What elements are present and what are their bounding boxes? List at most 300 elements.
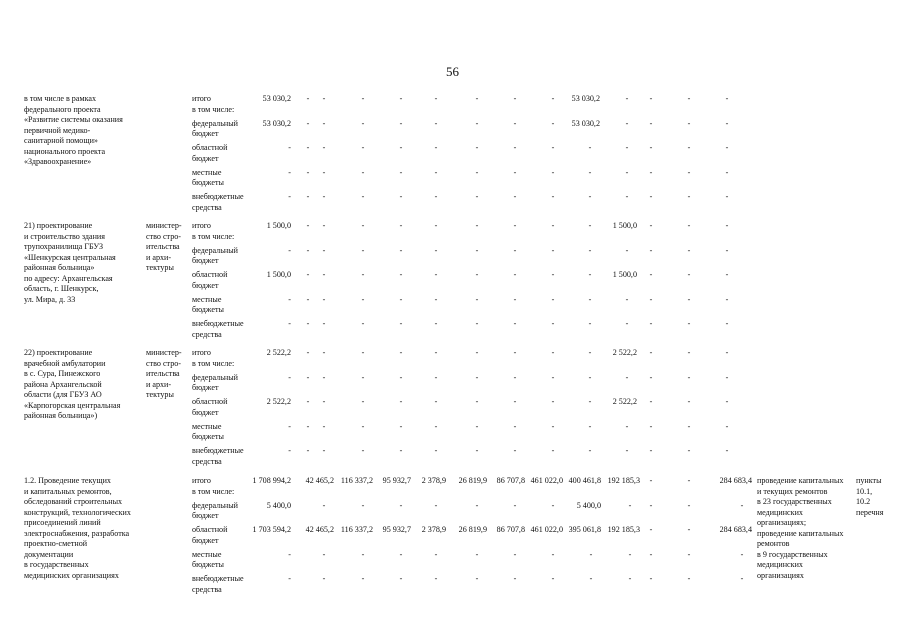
- empty-value-dash: -: [649, 397, 653, 406]
- source-label: внебюджетные средства: [192, 446, 244, 466]
- event-name-line: обследований строительных: [24, 497, 123, 506]
- source-label: федеральный бюджет: [192, 245, 238, 265]
- executor-line: министер-: [146, 348, 182, 357]
- total-value: -: [288, 245, 291, 255]
- source-label: областной бюджет: [192, 143, 228, 163]
- event-name-line: электроснабжения, разработка: [24, 528, 130, 538]
- empty-value-dash: -: [649, 446, 653, 455]
- year-value: 400 461,8: [568, 476, 601, 485]
- event-name-line: области (для ГБУЗ АО: [24, 390, 102, 399]
- empty-value-dash: -: [434, 549, 438, 559]
- event-name-line: района Архангельской: [24, 379, 102, 389]
- empty-value-dash: -: [434, 167, 438, 177]
- result-line: медицинских: [757, 560, 803, 569]
- empty-value-dash: -: [588, 372, 592, 382]
- empty-value-dash: -: [322, 167, 326, 177]
- empty-value-dash: -: [322, 446, 326, 455]
- source-label: областной бюджет: [192, 270, 228, 290]
- result-line: проведение капитальных: [757, 528, 844, 538]
- total-value: 1 500,0: [266, 270, 291, 279]
- empty-value-dash: -: [306, 221, 310, 230]
- page-number: 56: [446, 64, 459, 79]
- source-label: внебюджетные средства: [192, 319, 244, 339]
- empty-value-dash: -: [475, 319, 479, 328]
- empty-value-dash: -: [322, 319, 326, 328]
- empty-value-dash: -: [687, 167, 691, 177]
- empty-value-dash: -: [687, 294, 691, 304]
- program-items-line: 10.2: [856, 497, 871, 506]
- empty-value-dash: -: [475, 348, 479, 357]
- event-name-line: медицинских организациях: [24, 570, 119, 580]
- source-label: федеральный бюджет: [192, 500, 238, 520]
- empty-value-dash: -: [306, 372, 310, 382]
- empty-value-dash: -: [399, 446, 403, 455]
- empty-value-dash: -: [434, 221, 438, 230]
- year-value: 2 522,2: [612, 348, 637, 357]
- empty-value-dash: -: [399, 192, 403, 201]
- event-name-line: «Развитие системы оказания: [24, 115, 123, 124]
- source-label: местные бюджеты: [192, 294, 224, 314]
- empty-value-dash: -: [687, 270, 691, 279]
- source-label: в том числе:: [192, 486, 235, 496]
- source-label: областной бюджет: [192, 525, 228, 545]
- empty-value-dash: -: [434, 245, 438, 255]
- empty-value-dash: -: [589, 549, 593, 559]
- empty-value-dash: -: [475, 372, 479, 382]
- result-line: проведение капитальных: [757, 476, 844, 485]
- empty-value-dash: -: [434, 348, 438, 357]
- year-value: 5 400,0: [576, 500, 601, 510]
- empty-value-dash: -: [361, 294, 365, 304]
- empty-value-dash: -: [588, 348, 592, 357]
- empty-value-dash: -: [588, 421, 592, 431]
- empty-value-dash: -: [361, 397, 365, 406]
- empty-value-dash: -: [551, 143, 555, 152]
- empty-value-dash: -: [513, 94, 517, 103]
- total-value: -: [288, 294, 291, 304]
- year-value: 1 500,0: [612, 221, 637, 230]
- empty-value-dash: -: [361, 118, 365, 128]
- event-name-line: федерального проекта: [24, 104, 101, 114]
- empty-value-dash: -: [625, 372, 629, 382]
- empty-value-dash: -: [687, 192, 691, 201]
- empty-value-dash: -: [740, 574, 744, 583]
- event-name-line: «Здравоохранение»: [24, 157, 92, 166]
- empty-value-dash: -: [725, 446, 729, 455]
- empty-value-dash: -: [513, 549, 517, 559]
- empty-value-dash: -: [399, 348, 403, 357]
- empty-value-dash: -: [649, 574, 653, 583]
- year-value: 284 683,4: [719, 476, 752, 485]
- empty-value-dash: -: [687, 421, 691, 431]
- empty-value-dash: -: [322, 372, 326, 382]
- empty-value-dash: -: [322, 574, 326, 583]
- source-label: федеральный бюджет: [192, 118, 238, 138]
- empty-value-dash: -: [551, 397, 555, 406]
- empty-value-dash: -: [513, 294, 517, 304]
- event-name-line: «Шенкурская центральная: [24, 252, 116, 262]
- source-label: в том числе:: [192, 358, 235, 368]
- empty-value-dash: -: [322, 549, 326, 559]
- empty-value-dash: -: [687, 94, 691, 103]
- total-value: -: [288, 319, 291, 328]
- result-line: ремонтов: [757, 539, 790, 548]
- executor-line: ство стро-: [146, 358, 181, 368]
- empty-value-dash: -: [687, 500, 691, 510]
- empty-value-dash: -: [725, 118, 729, 128]
- empty-value-dash: -: [513, 421, 517, 431]
- empty-value-dash: -: [399, 143, 403, 152]
- empty-value-dash: -: [399, 221, 403, 230]
- empty-value-dash: -: [434, 118, 438, 128]
- empty-value-dash: -: [588, 245, 592, 255]
- total-value: -: [288, 446, 291, 455]
- empty-value-dash: -: [687, 574, 691, 583]
- empty-value-dash: -: [434, 500, 438, 510]
- event-name-line: в государственных: [24, 560, 89, 569]
- empty-value-dash: -: [687, 245, 691, 255]
- empty-value-dash: -: [361, 500, 365, 510]
- empty-value-dash: -: [306, 192, 310, 201]
- empty-value-dash: -: [322, 348, 326, 357]
- empty-value-dash: -: [551, 167, 555, 177]
- empty-value-dash: -: [399, 94, 403, 103]
- empty-value-dash: -: [725, 167, 729, 177]
- result-line: медицинских: [757, 507, 803, 517]
- result-line: и текущих ремонтов: [757, 486, 828, 496]
- empty-value-dash: -: [475, 446, 479, 455]
- empty-value-dash: -: [434, 421, 438, 431]
- source-label: местные бюджеты: [192, 549, 224, 569]
- empty-value-dash: -: [588, 397, 592, 406]
- year-value: 86 707,8: [496, 525, 525, 534]
- total-value: 5 400,0: [266, 500, 291, 510]
- empty-value-dash: -: [725, 294, 729, 304]
- empty-value-dash: -: [649, 421, 653, 431]
- empty-value-dash: -: [551, 372, 555, 382]
- empty-value-dash: -: [625, 446, 629, 455]
- year-value: 461 022,0: [530, 525, 563, 534]
- source-label: областной бюджет: [192, 397, 228, 417]
- empty-value-dash: -: [306, 348, 310, 357]
- year-value: 26 819,9: [458, 476, 487, 485]
- event-name-line: ул. Мира, д. 33: [24, 294, 76, 304]
- empty-value-dash: -: [322, 421, 326, 431]
- empty-value-dash: -: [725, 397, 729, 406]
- empty-value-dash: -: [551, 294, 555, 304]
- empty-value-dash: -: [513, 372, 517, 382]
- empty-value-dash: -: [588, 446, 592, 455]
- empty-value-dash: -: [725, 348, 729, 357]
- empty-value-dash: -: [434, 446, 438, 455]
- executor-line: ительства: [146, 369, 180, 378]
- empty-value-dash: -: [475, 94, 479, 103]
- empty-value-dash: -: [361, 421, 365, 431]
- empty-value-dash: -: [434, 143, 438, 152]
- empty-value-dash: -: [687, 446, 691, 455]
- empty-value-dash: -: [628, 574, 632, 583]
- empty-value-dash: -: [588, 192, 592, 201]
- year-value: 95 932,7: [382, 525, 411, 534]
- empty-value-dash: -: [434, 94, 438, 103]
- program-items-line: перечня: [856, 507, 884, 517]
- empty-value-dash: -: [740, 549, 744, 559]
- year-value: 284 683,4: [719, 525, 752, 534]
- empty-value-dash: -: [399, 118, 403, 128]
- empty-value-dash: -: [434, 397, 438, 406]
- year-value: 461 022,0: [530, 476, 563, 485]
- empty-value-dash: -: [649, 319, 653, 328]
- empty-value-dash: -: [725, 192, 729, 201]
- empty-value-dash: -: [649, 94, 653, 103]
- source-label: местные бюджеты: [192, 167, 224, 187]
- year-value: 95 932,7: [382, 476, 411, 485]
- empty-value-dash: -: [513, 118, 517, 128]
- empty-value-dash: -: [434, 319, 438, 328]
- year-value: 86 707,8: [496, 476, 525, 485]
- total-value: -: [288, 574, 291, 583]
- total-value: -: [288, 421, 291, 431]
- executor-line: тектуры: [146, 390, 174, 399]
- empty-value-dash: -: [551, 549, 555, 559]
- empty-value-dash: -: [399, 167, 403, 177]
- empty-value-dash: -: [513, 192, 517, 201]
- empty-value-dash: -: [687, 549, 691, 559]
- empty-value-dash: -: [322, 221, 326, 230]
- event-name-line: районная больница»: [24, 263, 95, 272]
- empty-value-dash: -: [434, 372, 438, 382]
- empty-value-dash: -: [361, 446, 365, 455]
- empty-value-dash: -: [322, 270, 326, 279]
- empty-value-dash: -: [625, 245, 629, 255]
- empty-value-dash: -: [687, 143, 691, 152]
- empty-value-dash: -: [551, 500, 555, 510]
- empty-value-dash: -: [322, 94, 326, 103]
- empty-value-dash: -: [649, 192, 653, 201]
- event-name-line: конструкций, технологических: [24, 507, 131, 517]
- empty-value-dash: -: [588, 221, 592, 230]
- empty-value-dash: -: [725, 245, 729, 255]
- event-name-line: врачебной амбулатории: [24, 358, 106, 368]
- empty-value-dash: -: [399, 421, 403, 431]
- empty-value-dash: -: [588, 167, 592, 177]
- total-value: 53 030,2: [262, 118, 291, 128]
- source-label: местные бюджеты: [192, 421, 224, 441]
- empty-value-dash: -: [434, 294, 438, 304]
- result-line: организациях: [757, 570, 804, 580]
- empty-value-dash: -: [740, 500, 744, 510]
- total-value: -: [288, 143, 291, 152]
- empty-value-dash: -: [475, 192, 479, 201]
- empty-value-dash: -: [306, 446, 310, 455]
- empty-value-dash: -: [361, 348, 365, 357]
- year-value: 2 522,2: [612, 397, 637, 406]
- executor-line: министер-: [146, 221, 182, 230]
- empty-value-dash: -: [725, 221, 729, 230]
- event-name-line: область, г. Шенкурск,: [24, 284, 99, 293]
- event-name-line: национального проекта: [24, 146, 106, 156]
- empty-value-dash: -: [625, 192, 629, 201]
- empty-value-dash: -: [475, 245, 479, 255]
- empty-value-dash: -: [625, 167, 629, 177]
- executor-line: и архи-: [146, 252, 172, 262]
- year-value: 2 378,9: [421, 476, 446, 485]
- empty-value-dash: -: [306, 143, 310, 152]
- empty-value-dash: -: [551, 118, 555, 128]
- executor-line: и архи-: [146, 379, 172, 389]
- empty-value-dash: -: [649, 143, 653, 152]
- total-value: -: [288, 192, 291, 201]
- empty-value-dash: -: [588, 294, 592, 304]
- empty-value-dash: -: [322, 118, 326, 128]
- empty-value-dash: -: [513, 397, 517, 406]
- source-label: внебюджетные средства: [192, 574, 244, 594]
- empty-value-dash: -: [399, 294, 403, 304]
- result-line: в 23 государственных: [757, 497, 832, 506]
- empty-value-dash: -: [475, 270, 479, 279]
- empty-value-dash: -: [361, 192, 365, 201]
- empty-value-dash: -: [306, 421, 310, 431]
- total-value: -: [288, 167, 291, 177]
- empty-value-dash: -: [399, 397, 403, 406]
- empty-value-dash: -: [551, 421, 555, 431]
- year-value: 53 030,2: [571, 118, 600, 128]
- empty-value-dash: -: [475, 294, 479, 304]
- empty-value-dash: -: [475, 118, 479, 128]
- year-value: 53 030,2: [571, 94, 600, 103]
- empty-value-dash: -: [649, 167, 653, 177]
- empty-value-dash: -: [306, 319, 310, 328]
- empty-value-dash: -: [513, 348, 517, 357]
- total-value: 53 030,2: [262, 94, 291, 103]
- total-value: 2 522,2: [266, 348, 291, 357]
- empty-value-dash: -: [625, 421, 629, 431]
- empty-value-dash: -: [551, 446, 555, 455]
- executor-line: ство стро-: [146, 231, 181, 241]
- source-label: федеральный бюджет: [192, 372, 238, 392]
- empty-value-dash: -: [322, 500, 326, 510]
- empty-value-dash: -: [649, 372, 653, 382]
- total-value: -: [288, 549, 291, 559]
- empty-value-dash: -: [475, 549, 479, 559]
- event-name-line: в с. Сура, Пинежского: [24, 369, 101, 378]
- year-value: 42 465,2: [305, 476, 334, 485]
- empty-value-dash: -: [306, 94, 310, 103]
- empty-value-dash: -: [475, 421, 479, 431]
- empty-value-dash: -: [361, 245, 365, 255]
- event-name-line: проектно-сметной: [24, 539, 88, 548]
- empty-value-dash: -: [725, 94, 729, 103]
- empty-value-dash: -: [513, 270, 517, 279]
- empty-value-dash: -: [687, 525, 691, 534]
- event-name-line: по адресу: Архангельская: [24, 273, 113, 283]
- empty-value-dash: -: [361, 319, 365, 328]
- empty-value-dash: -: [551, 192, 555, 201]
- empty-value-dash: -: [306, 245, 310, 255]
- empty-value-dash: -: [399, 319, 403, 328]
- total-value: 1 703 594,2: [252, 525, 291, 534]
- year-value: 395 061,8: [568, 525, 601, 534]
- event-name-line: присоединений линий: [24, 518, 101, 527]
- empty-value-dash: -: [551, 319, 555, 328]
- event-name-line: санитарной помощи»: [24, 136, 98, 145]
- empty-value-dash: -: [475, 221, 479, 230]
- empty-value-dash: -: [399, 372, 403, 382]
- empty-value-dash: -: [551, 574, 555, 583]
- empty-value-dash: -: [399, 574, 403, 583]
- empty-value-dash: -: [361, 574, 365, 583]
- executor-line: ительства: [146, 242, 180, 251]
- source-label: итого: [192, 348, 211, 357]
- empty-value-dash: -: [588, 319, 592, 328]
- empty-value-dash: -: [322, 245, 326, 255]
- event-name-line: документации: [24, 549, 74, 559]
- empty-value-dash: -: [649, 270, 653, 279]
- empty-value-dash: -: [588, 143, 592, 152]
- total-value: -: [288, 372, 291, 382]
- empty-value-dash: -: [361, 94, 365, 103]
- source-label: итого: [192, 476, 211, 485]
- empty-value-dash: -: [649, 221, 653, 230]
- empty-value-dash: -: [322, 143, 326, 152]
- empty-value-dash: -: [625, 294, 629, 304]
- empty-value-dash: -: [551, 94, 555, 103]
- empty-value-dash: -: [551, 221, 555, 230]
- empty-value-dash: -: [687, 319, 691, 328]
- empty-value-dash: -: [475, 143, 479, 152]
- total-value: 2 522,2: [266, 397, 291, 406]
- empty-value-dash: -: [589, 574, 593, 583]
- empty-value-dash: -: [625, 143, 629, 152]
- empty-value-dash: -: [361, 270, 365, 279]
- empty-value-dash: -: [513, 245, 517, 255]
- event-name-line: и строительство здания: [24, 231, 105, 241]
- executor-line: тектуры: [146, 263, 174, 272]
- empty-value-dash: -: [628, 500, 632, 510]
- empty-value-dash: -: [361, 549, 365, 559]
- empty-value-dash: -: [306, 167, 310, 177]
- empty-value-dash: -: [687, 397, 691, 406]
- total-value: 1 708 994,2: [252, 476, 291, 485]
- empty-value-dash: -: [399, 500, 403, 510]
- year-value: 42 465,2: [305, 525, 334, 534]
- event-name-line: 1.2. Проведение текущих: [24, 476, 111, 485]
- empty-value-dash: -: [551, 348, 555, 357]
- event-name-line: первичной медико-: [24, 125, 91, 135]
- empty-value-dash: -: [687, 348, 691, 357]
- empty-value-dash: -: [361, 372, 365, 382]
- year-value: 26 819,9: [458, 525, 487, 534]
- empty-value-dash: -: [475, 500, 479, 510]
- empty-value-dash: -: [725, 319, 729, 328]
- empty-value-dash: -: [687, 476, 691, 485]
- empty-value-dash: -: [649, 525, 653, 534]
- empty-value-dash: -: [625, 118, 629, 128]
- program-items-line: пункты: [856, 476, 882, 485]
- source-label: в том числе:: [192, 231, 235, 241]
- empty-value-dash: -: [649, 294, 653, 304]
- empty-value-dash: -: [513, 574, 517, 583]
- empty-value-dash: -: [399, 270, 403, 279]
- year-value: 1 500,0: [612, 270, 637, 279]
- source-label: итого: [192, 94, 211, 103]
- empty-value-dash: -: [725, 372, 729, 382]
- year-value: 192 185,3: [607, 476, 640, 485]
- event-name-line: районная больница»): [24, 411, 98, 420]
- empty-value-dash: -: [434, 192, 438, 201]
- empty-value-dash: -: [628, 549, 632, 559]
- empty-value-dash: -: [649, 500, 653, 510]
